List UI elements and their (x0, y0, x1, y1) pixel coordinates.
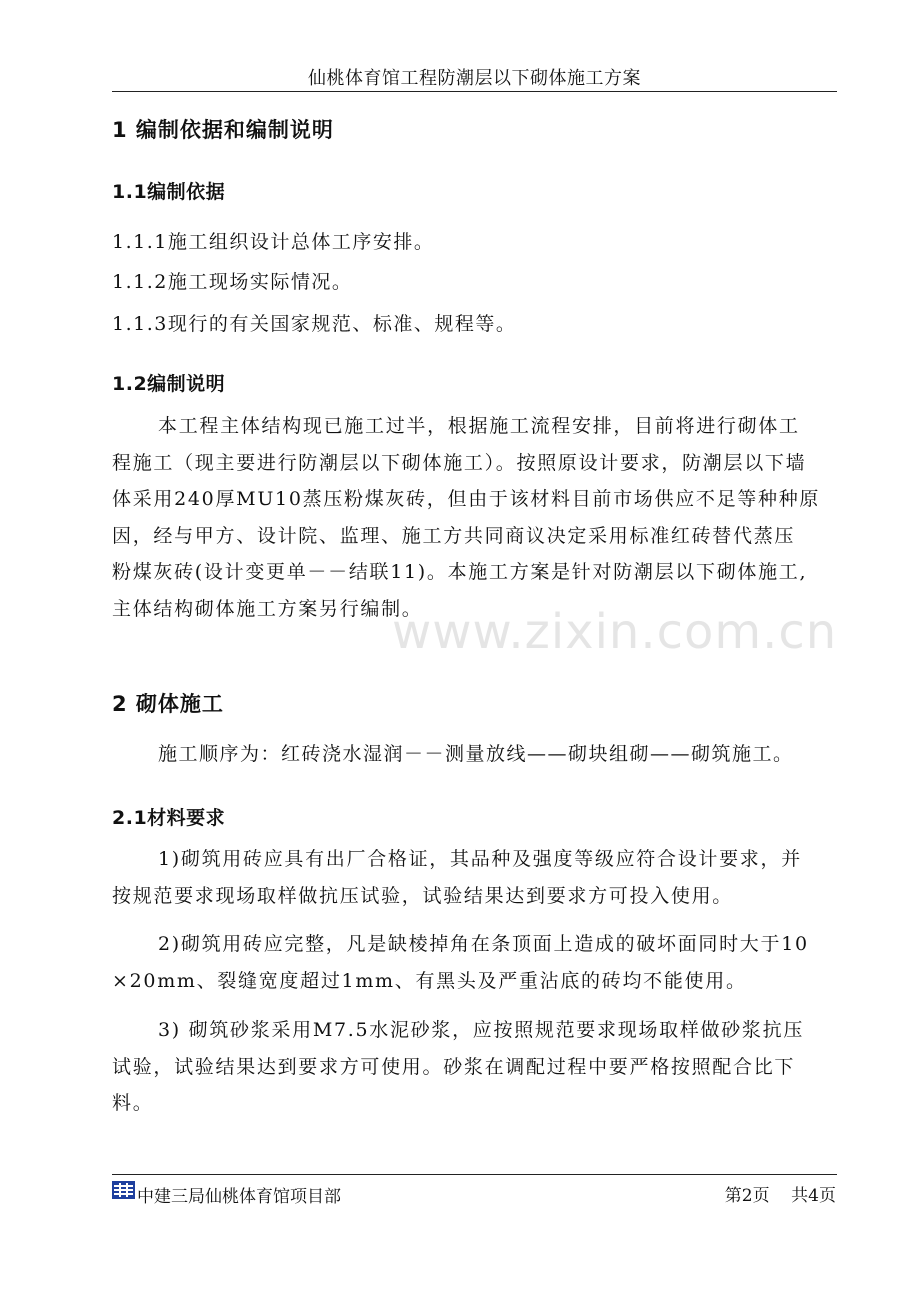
construction-sequence: 施工顺序为：红砖浇水湿润－－测量放线——砌块组砌——砌筑施工。 (158, 743, 794, 765)
footer-page-info: 第2页 共4页 (724, 1186, 836, 1206)
paragraph-line: 3) 砌筑砂浆采用M7.5水泥砂浆，应按照规范要求现场取样做砂浆抗压 (158, 1019, 805, 1041)
section-2-1-heading: 2.1材料要求 (112, 807, 226, 829)
list-item: 1.1.2施工现场实际情况。 (112, 271, 353, 293)
footer-organization: 中建三局仙桃体育馆项目部 (137, 1187, 341, 1207)
header-divider (112, 91, 837, 92)
company-logo-icon (112, 1181, 135, 1199)
section-1-1-heading: 1.1编制依据 (112, 181, 226, 203)
section-1-heading: 1 编制依据和编制说明 (112, 118, 334, 142)
page-header-title: 仙桃体育馆工程防潮层以下砌体施工方案 (308, 68, 641, 89)
paragraph-line: 2)砌筑用砖应完整，凡是缺棱掉角在条顶面上造成的破坏面同时大于10 (158, 933, 809, 955)
section-2-heading: 2 砌体施工 (112, 692, 224, 716)
material-requirement-3 (112, 1012, 837, 1122)
section-1-2-paragraph (112, 408, 837, 627)
paragraph-line: ×20mm、裂缝宽度超过1mm、有黑头及严重沾底的砖均不能使用。 (112, 969, 747, 992)
list-item: 1.1.1施工组织设计总体工序安排。 (112, 231, 435, 253)
paragraph-line: 料。 (112, 1092, 154, 1114)
paragraph-line: 本工程主体结构现已施工过半，根据施工流程安排，目前将进行砌体工 (158, 415, 800, 437)
paragraph-line: 主体结构砌体施工方案另行编制。 (112, 597, 423, 620)
material-requirement-1 (112, 841, 837, 914)
material-requirement-2 (112, 926, 837, 999)
paragraph-line: 试验，试验结果达到要求方可使用。砂浆在调配过程中要严格按照配合比下 (112, 1055, 796, 1078)
paragraph-line: 因，经与甲方、设计院、监理、施工方共同商议决定采用标准红砖替代蒸压 (112, 524, 796, 547)
paragraph-line: 1)砌筑用砖应具有出厂合格证，其品种及强度等级应符合设计要求，并 (158, 848, 802, 870)
paragraph-line: 按规范要求现场取样做抗压试验，试验结果达到要求方可投入使用。 (112, 884, 734, 907)
footer-divider (112, 1174, 837, 1175)
list-item: 1.1.3现行的有关国家规范、标准、规程等。 (112, 313, 517, 335)
paragraph-line: 体采用240厚MU10蒸压粉煤灰砖，但由于该材料目前市场供应不足等种种原 (112, 488, 821, 510)
paragraph-line: 粉煤灰砖(设计变更单－－结联11)。本施工方案是针对防潮层以下砌体施工, (112, 561, 808, 583)
section-1-2-heading: 1.2编制说明 (112, 373, 226, 395)
paragraph-line: 程施工（现主要进行防潮层以下砌体施工）。按照原设计要求，防潮层以下墙 (112, 451, 807, 474)
watermark: www.zixin.com.cn (392, 604, 838, 660)
